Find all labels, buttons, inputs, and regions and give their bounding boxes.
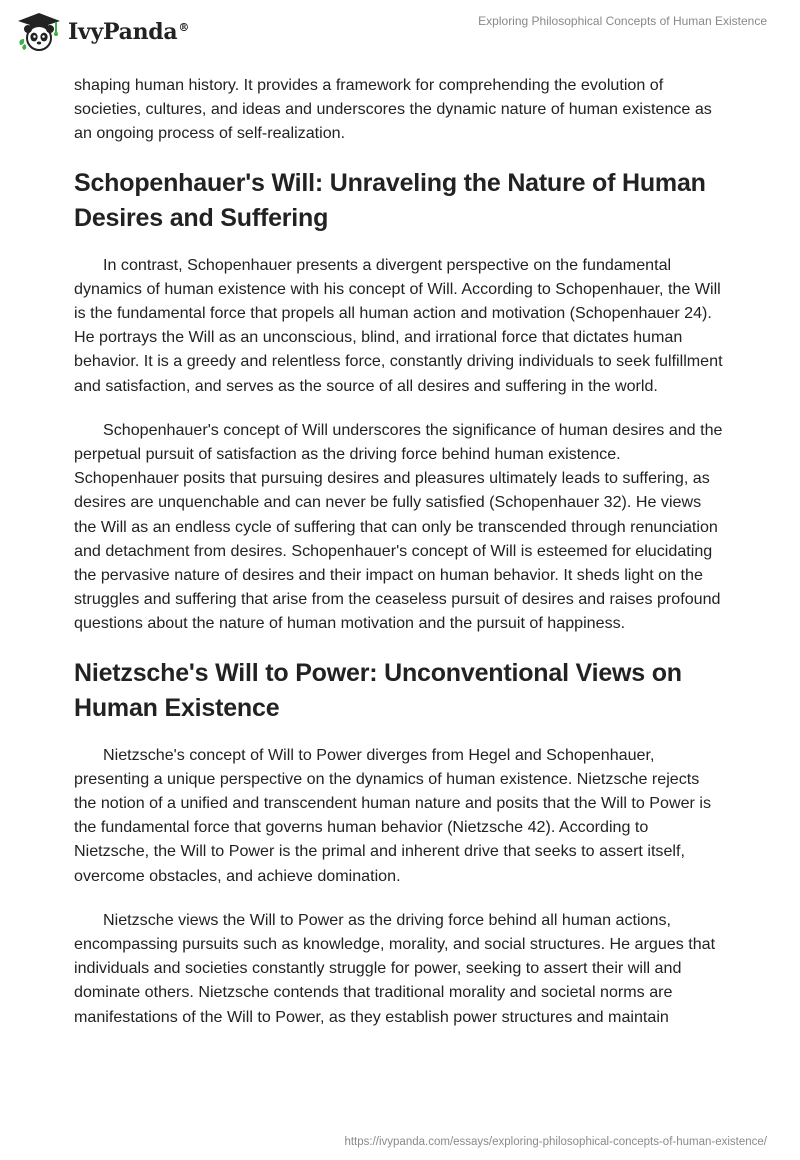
paragraph: Nietzsche's concept of Will to Power diverges from Hegel and Schopenhauer, presenting a unique perspective on the dynamics of human existence. Nietzsche rejects the notion of a unified and transcendent human nature and posits that the Will to Power is the fundamental force that governs human behavior (Nietzsche 42). According to Nietzsche, the Will to Power is the primal and inherent drive that seeks to assert itself, overcome obstacles, and achieve domination. bbox=[74, 745, 711, 885]
document-title: Exploring Philosophical Concepts of Human Existence bbox=[478, 14, 767, 28]
paragraph-continuation: shaping human history. It provides a framework for comprehending the evolution of societies, cultures, and ideas and underscores the dynamic nature of human existence as an ongoing process of self-realization. bbox=[74, 76, 712, 143]
source-url[interactable]: https://ivypanda.com/essays/exploring-philosophical-concepts-of-human-existence/ bbox=[344, 1136, 767, 1148]
ivypanda-logo[interactable] bbox=[16, 12, 189, 52]
section-heading-schopenhauer: Schopenhauer's Will: Unraveling the Nature of Human Desires and Suffering bbox=[74, 168, 706, 232]
panda-graduate-icon bbox=[16, 12, 62, 52]
section-heading-nietzsche: Nietzsche's Will to Power: Unconventional Views on Human Existence bbox=[74, 658, 682, 722]
essay-body bbox=[74, 73, 726, 1049]
paragraph: Schopenhauer's concept of Will underscores the significance of human desires and the perpetual pursuit of satisfaction as the driving force behind human existence. Schopenhauer posits that pursuing desires and pleasures ultimately leads to suffering, as desires are unquenchable and can never be fully satisfied (Schopenhauer 32). He views the Will as an endless cycle of suffering that can only be transcended through renunciation and detachment from desires. Schopenhauer's concept of Will is esteemed for elucidating the pervasive nature of desires and their impact on human behavior. It sheds light on the struggles and suffering that arise from the ceaseless pursuit of desires and raises profound questions about the nature of human motivation and the pursuit of happiness. bbox=[74, 420, 723, 633]
paragraph: In contrast, Schopenhauer presents a divergent perspective on the fundamental dynamics of human existence with his concept of Will. According to Schopenhauer, the Will is the fundamental force that propels all human action and motivation (Schopenhauer 24). He portrays the Will as an unconscious, blind, and irrational force that dictates human behavior. It is a greedy and relentless force, constantly driving individuals to seek fulfillment and satisfaction, and serves as the source of all desires and suffering in the world. bbox=[74, 255, 723, 395]
logo-wordmark: IvyPanda® bbox=[68, 19, 190, 45]
page-header bbox=[0, 0, 800, 64]
paragraph: Nietzsche views the Will to Power as the driving force behind all human actions, encompassing pursuits such as knowledge, morality, and social structures. He argues that individuals and societies constantly struggle for power, seeking to assert their will and dominate others. Nietzsche contends that traditional morality and societal norms are manifestations of the Will to Power, as they establish power structures and maintain bbox=[74, 910, 716, 1026]
